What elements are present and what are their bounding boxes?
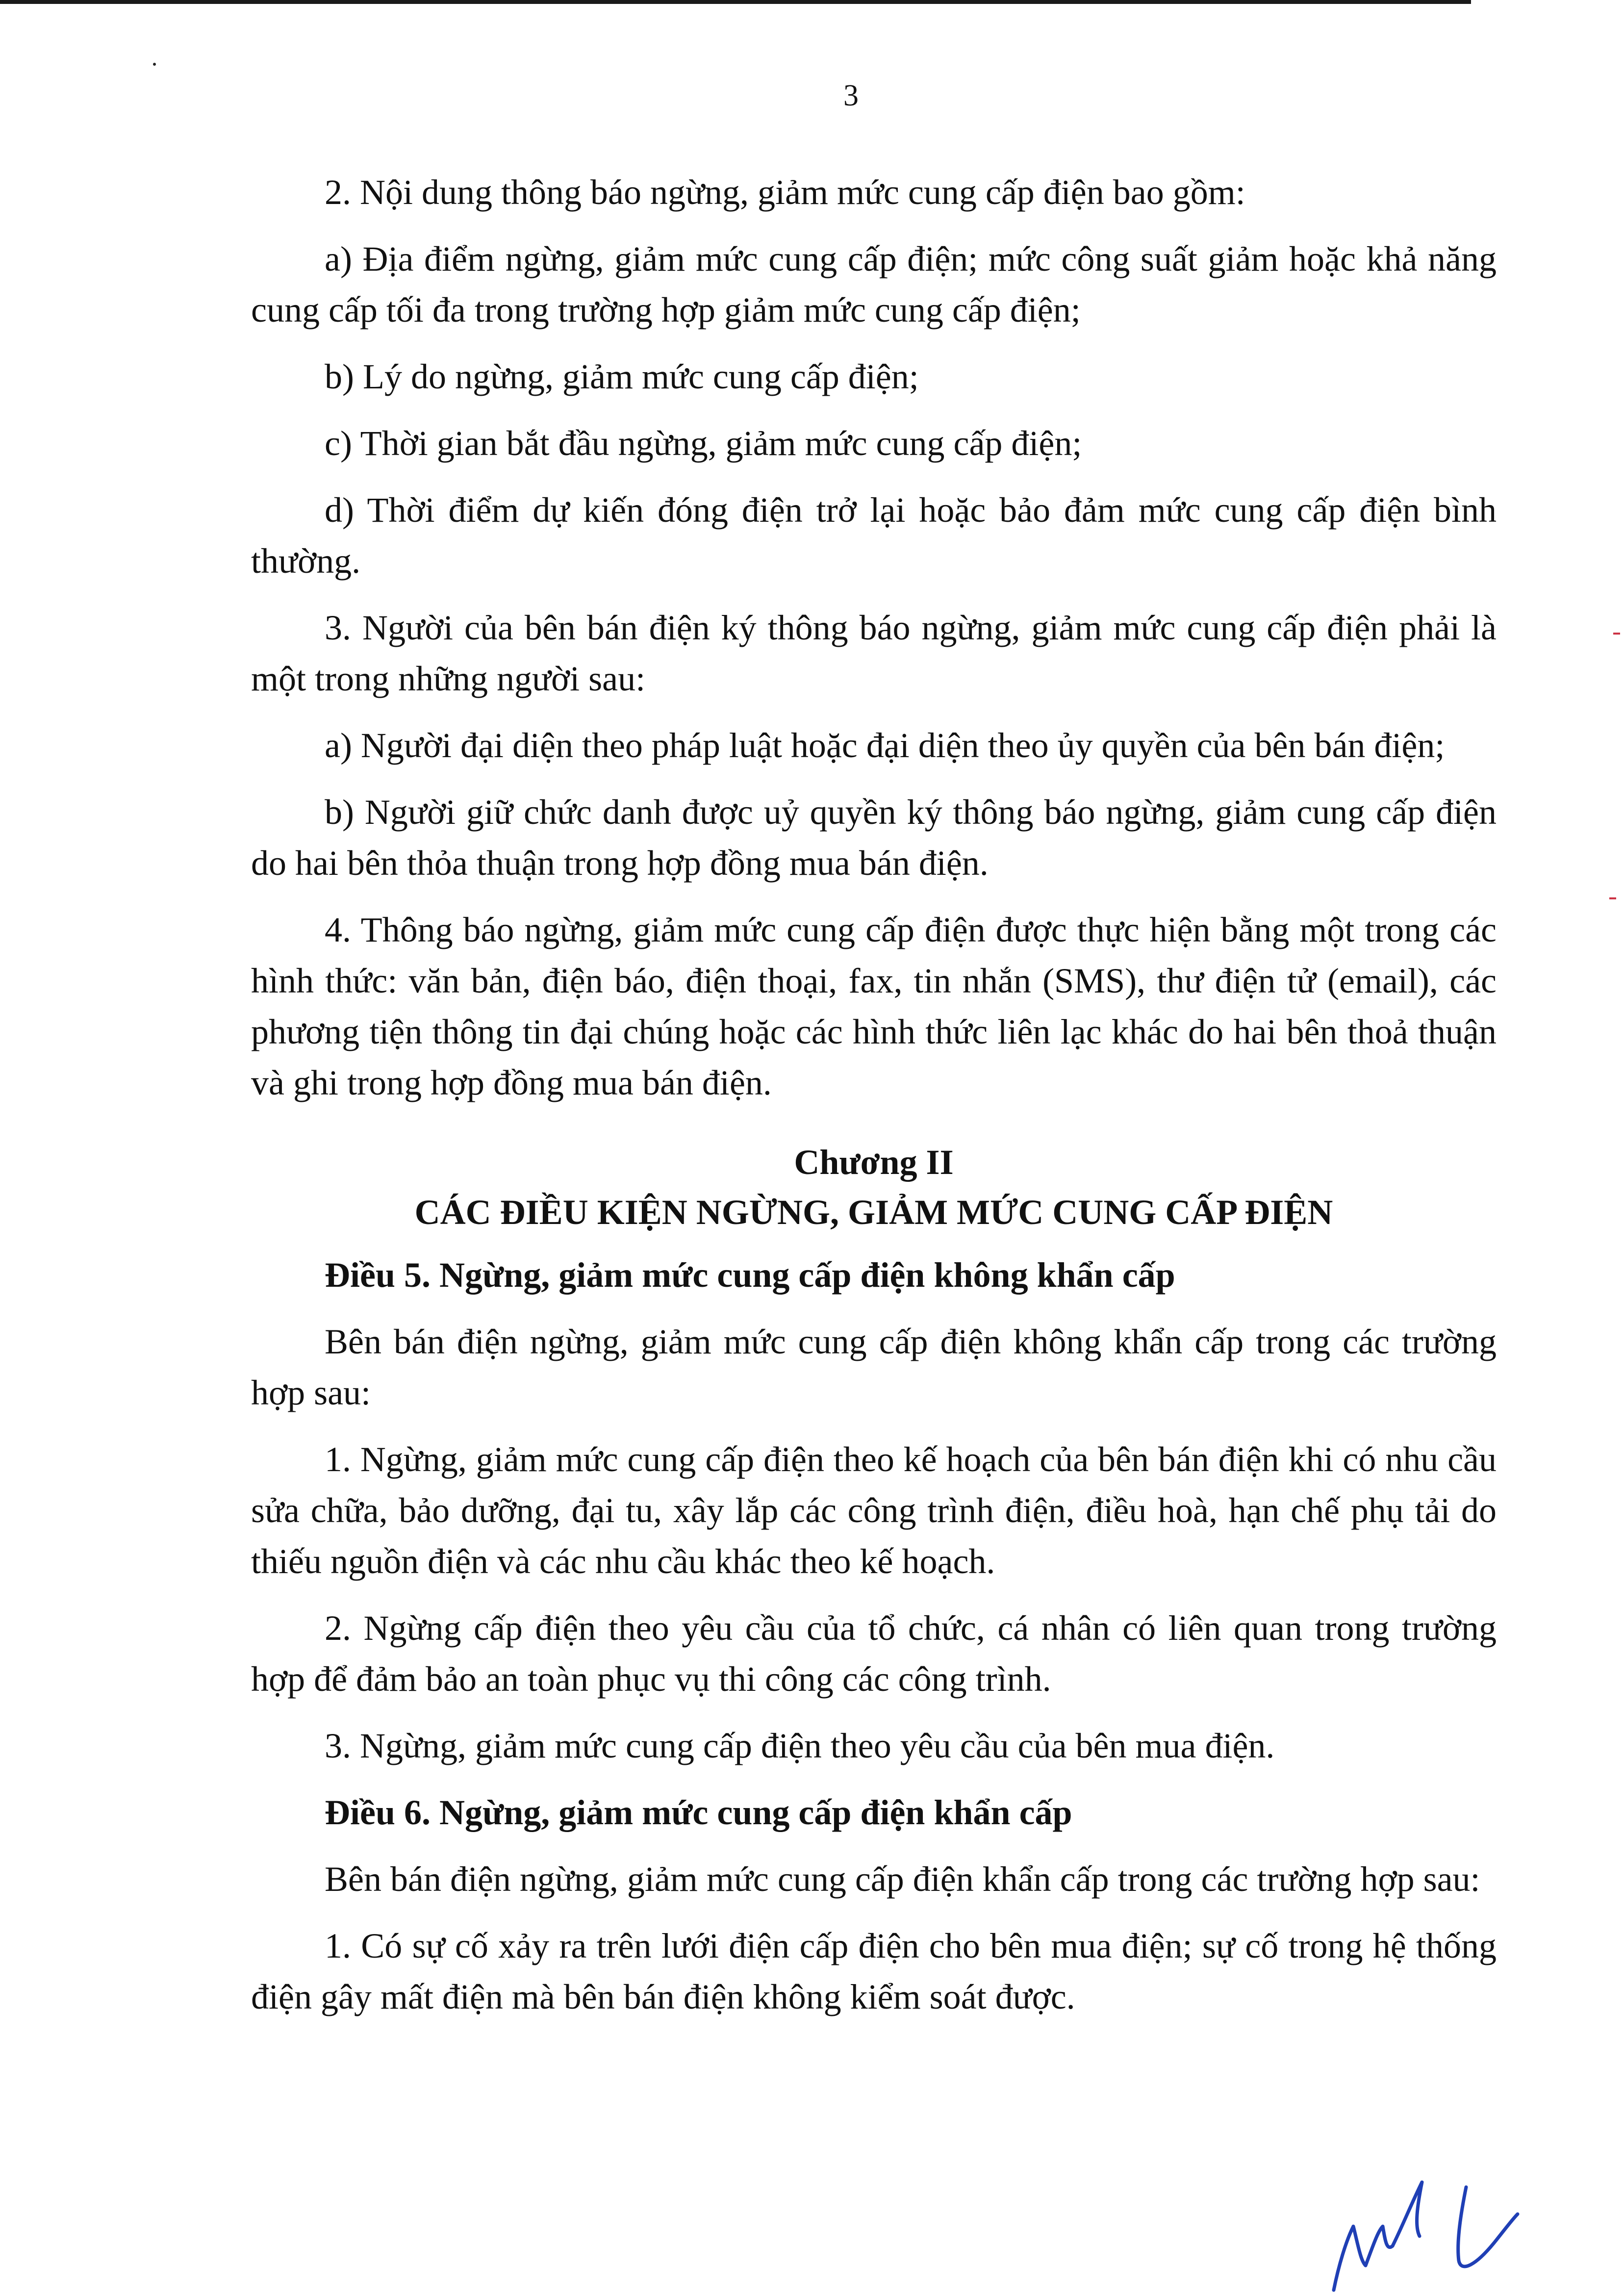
chapter-label: Chương II (794, 1143, 954, 1182)
paragraph: 3. Người của bên bán điện ký thông báo ngừng, giảm mức cung cấp điện phải là một trong những người sau: (251, 608, 1497, 698)
scan-margin-mark (1609, 897, 1616, 899)
paragraph: d) Thời điểm dự kiến đóng điện trở lại hoặc bảo đảm mức cung cấp điện bình thường. (251, 490, 1497, 581)
signature-stroke (1458, 2187, 1518, 2267)
paragraph: b) Người giữ chức danh được uỷ quyền ký thông báo ngừng, giảm cung cấp điện do hai bên thỏa thuận trong hợp đồng mua bán điện. (251, 792, 1497, 883)
article-5-heading: Điều 5. Ngừng, giảm mức cung cấp điện không khẩn cấp (325, 1255, 1175, 1295)
paragraph: c) Thời gian bắt đầu ngừng, giảm mức cung cấp điện; (325, 424, 1082, 463)
paragraph: 1. Ngừng, giảm mức cung cấp điện theo kế hoạch của bên bán điện khi có nhu cầu sửa chữa, bảo dưỡng, đại tu, xây lắp các công trình điện, điều hoà, hạn chế phụ tải do thiếu nguồn điện và các nhu cầu khác theo kế hoạch. (251, 1440, 1497, 1581)
paragraph: 3. Ngừng, giảm mức cung cấp điện theo yêu cầu của bên mua điện. (325, 1726, 1275, 1765)
paragraph: 2. Nội dung thông báo ngừng, giảm mức cung cấp điện bao gồm: (325, 173, 1245, 212)
paragraph: Bên bán điện ngừng, giảm mức cung cấp điện khẩn cấp trong các trường hợp sau: (325, 1860, 1480, 1899)
scan-speck (153, 63, 156, 66)
paragraph: Bên bán điện ngừng, giảm mức cung cấp điện không khẩn cấp trong các trường hợp sau: (251, 1322, 1497, 1412)
page-number: 3 (843, 79, 859, 112)
document-body (251, 167, 1497, 2038)
scan-margin-mark (1613, 633, 1620, 635)
initials-signature (1319, 2167, 1525, 2294)
paragraph: 4. Thông báo ngừng, giảm mức cung cấp điện được thực hiện bằng một trong các hình thức: văn bản, điện báo, điện thoại, fax, tin nhắn (SMS), thư điện tử (email), các phương tiện thông tin đại chúng hoặc các hình thức liên lạc khác do hai bên thoả thuận và ghi trong hợp đồng mua bán điện. (251, 910, 1497, 1102)
paragraph: a) Người đại diện theo pháp luật hoặc đại diện theo ủy quyền của bên bán điện; (325, 726, 1445, 765)
paragraph: b) Lý do ngừng, giảm mức cung cấp điện; (325, 357, 919, 396)
chapter-title: CÁC ĐIỀU KIỆN NGỪNG, GIẢM MỨC CUNG CẤP ĐIỆN (414, 1193, 1333, 1232)
paragraph: 1. Có sự cố xảy ra trên lưới điện cấp điện cho bên mua điện; sự cố trong hệ thống điện gây mất điện mà bên bán điện không kiểm soát được. (251, 1926, 1497, 2016)
scan-top-border (0, 0, 1471, 4)
signature-stroke (1334, 2182, 1422, 2290)
paragraph: 2. Ngừng cấp điện theo yêu cầu của tổ chức, cá nhân có liên quan trong trường hợp để đảm bảo an toàn phục vụ thi công các công trình. (251, 1608, 1497, 1699)
paragraph: a) Địa điểm ngừng, giảm mức cung cấp điện; mức công suất giảm hoặc khả năng cung cấp tối đa trong trường hợp giảm mức cung cấp điện; (251, 239, 1497, 330)
article-6-heading: Điều 6. Ngừng, giảm mức cung cấp điện khẩn cấp (325, 1793, 1072, 1832)
